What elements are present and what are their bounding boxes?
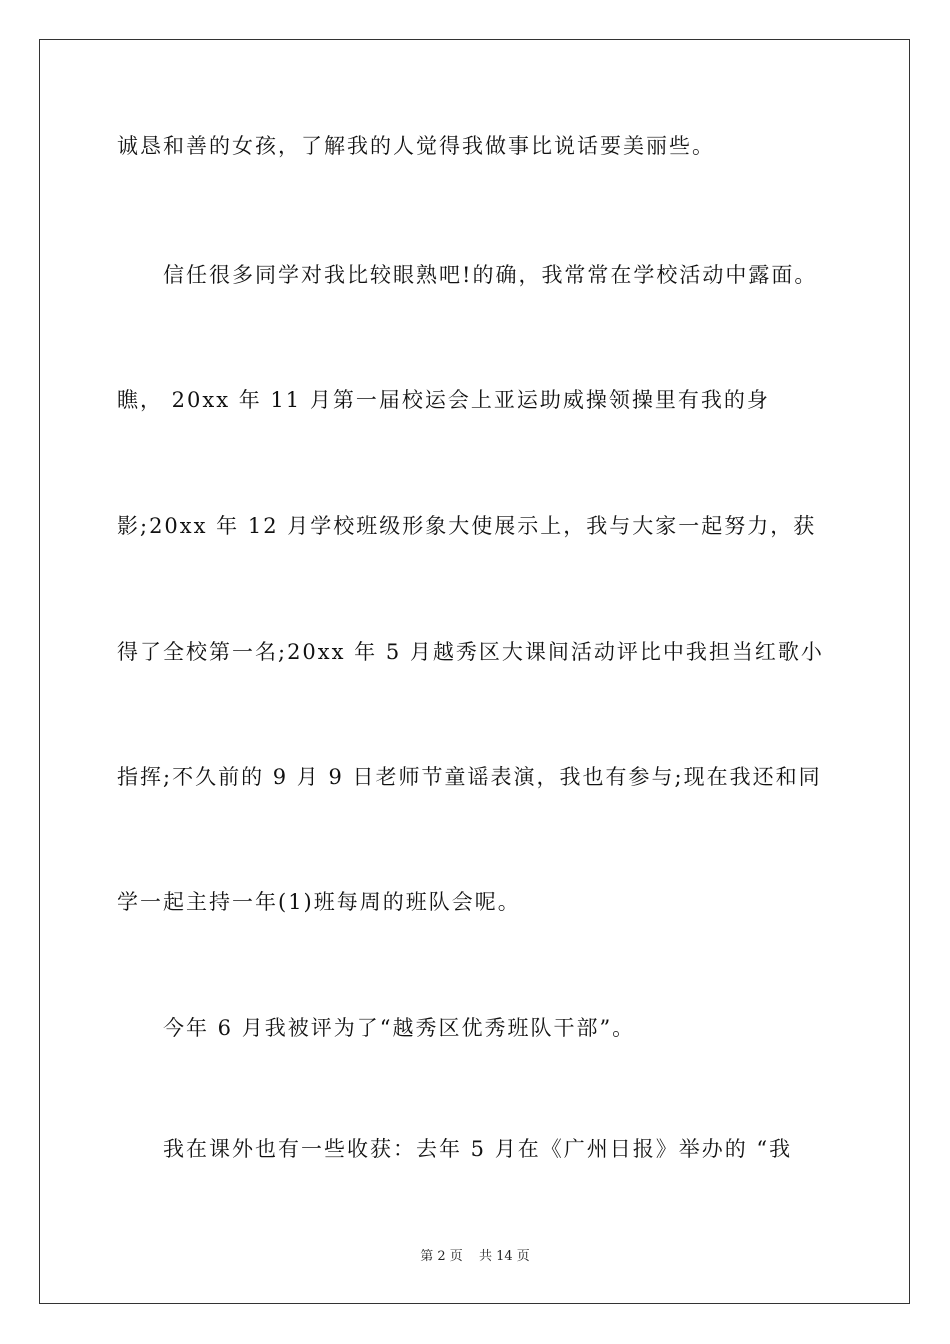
paragraph-line-6: 指挥;不久前的 9 月 9 日老师节童谣表演，我也有参与;现在我还和同 [117,765,822,789]
paragraph-line-3: 瞧， 20xx 年 11 月第一届校运会上亚运助威操领操里有我的身 [117,388,770,412]
paragraph-line-1: 诚恳和善的女孩，了解我的人觉得我做事比说话要美丽些。 [117,134,715,158]
paragraph-line-2: 信任很多同学对我比较眼熟吧!的确，我常常在学校活动中露面。 [163,263,818,287]
page-frame [39,39,910,1304]
page-total: 共 14 页 [478,1249,530,1264]
page-number: 第 2 页 [420,1249,463,1264]
paragraph-line-5: 得了全校第一名;20xx 年 5 月越秀区大课间活动评比中我担当红歌小 [117,640,824,664]
paragraph-line-8: 今年 6 月我被评为了“越秀区优秀班队干部”。 [163,1016,636,1040]
paragraph-line-7: 学一起主持一年(1)班每周的班队会呢。 [117,890,521,914]
paragraph-line-9: 我在课外也有一些收获：去年 5 月在《广州日报》举办的 “我 [163,1137,793,1161]
page-footer [0,1248,950,1266]
paragraph-line-4: 影;20xx 年 12 月学校班级形象大使展示上，我与大家一起努力，获 [117,514,817,538]
